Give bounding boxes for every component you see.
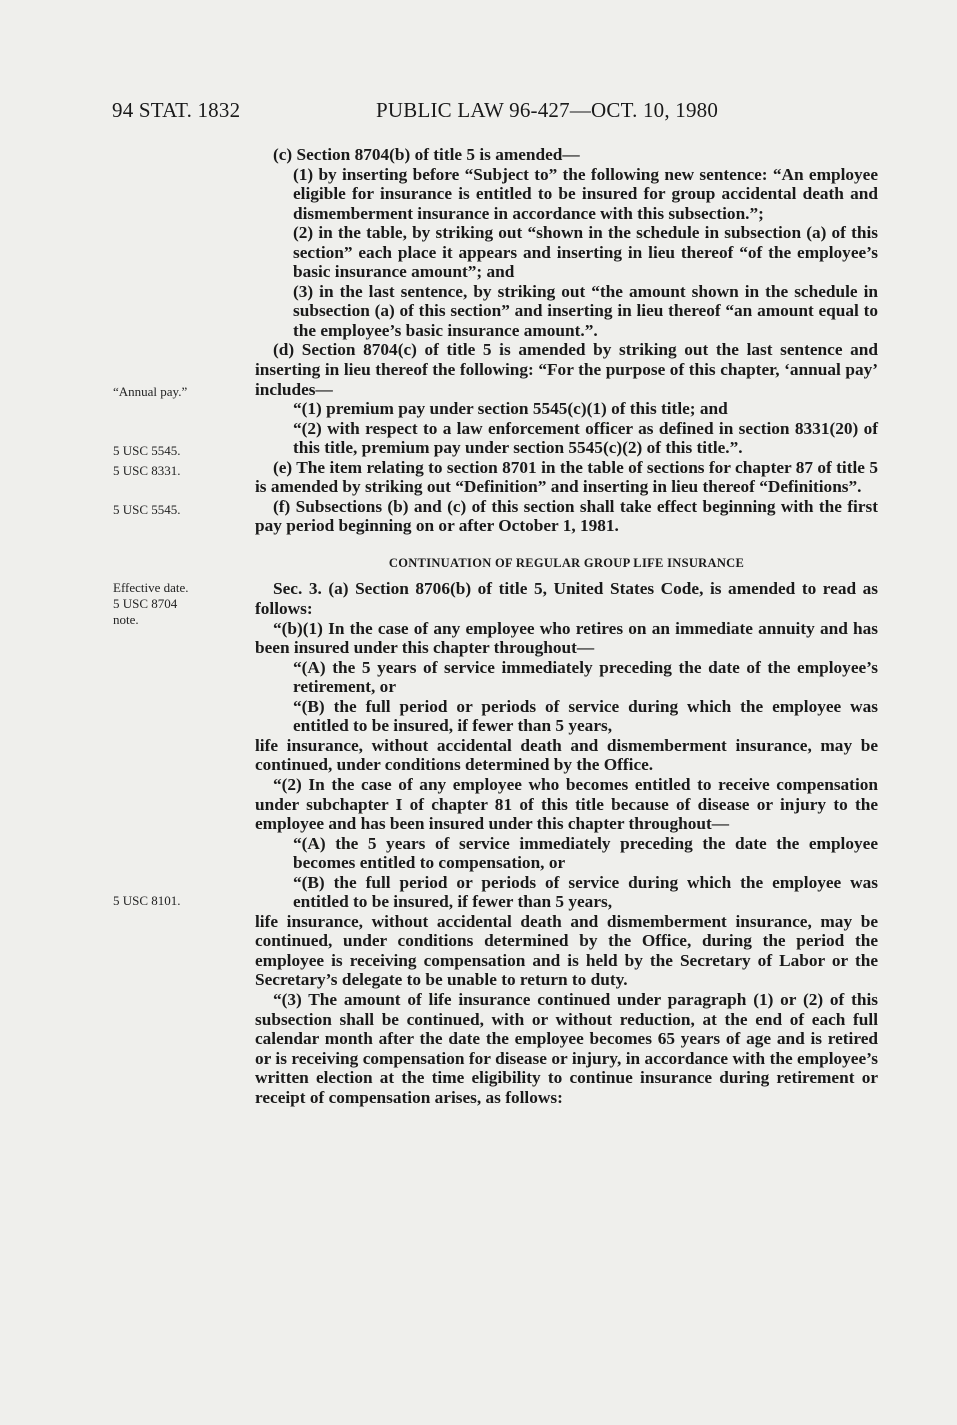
section-heading: CONTINUATION OF REGULAR GROUP LIFE INSURANCE xyxy=(388,555,745,570)
paragraph-c: (c) Section 8704(b) of title 5 is amended— xyxy=(273,145,580,164)
paragraph-f: (f) Subsections (b) and (c) of this section shall take effect beginning with the first pay period beginning on or after October 1, 1981. xyxy=(255,496,878,536)
body-text xyxy=(255,145,878,1107)
paragraph-c1: (1) by inserting before “Subject to” the following new sentence: “An employee eligible for insurance is entitled to be insured for group accidental death and dismemberment insurance in accordance with this subsection.”; xyxy=(293,164,878,223)
margin-note-5usc8704: 5 USC 8704 xyxy=(113,596,178,611)
paragraph-b2-tail: life insurance, without accidental death and dismemberment insurance, may be continued, under conditions determined by the Office, during the period the employee is receiving compensation and is held by the Secretary of Labor or the Secretary’s delegate to be unable to return to duty. xyxy=(255,911,878,990)
paragraph-b1: “(b)(1) In the case of any employee who retires on an immediate annuity and has been insured under this chapter throughout— xyxy=(255,618,878,658)
paragraph-c2: (2) in the table, by striking out “shown in the schedule in subsection (a) of this section” each place it appears and inserting in lieu thereof “of the employee’s basic insurance amount”; and xyxy=(293,223,878,282)
margin-note-5usc5545: 5 USC 5545. xyxy=(113,443,181,458)
paragraph-e: (e) The item relating to section 8701 in the table of sections for chapter 87 of title 5 is amended by striking out “Definition” and inserting in lieu thereof “Definitions”. xyxy=(255,457,878,497)
margin-note-note: note. xyxy=(113,612,139,627)
paragraph-b2: “(2) In the case of any employee who becomes entitled to receive compensation under subchapter I of chapter 81 of this title because of disease or injury to the employee and has been insured under this chapter throughout— xyxy=(255,774,878,834)
paragraph-b1b: “(B) the full period or periods of service during which the employee was entitled to be insured, if fewer than 5 years, xyxy=(293,696,878,736)
paragraph-b2b: “(B) the full period or periods of service during which the employee was entitled to be insured, if fewer than 5 years, xyxy=(293,872,878,912)
margin-note-5usc8101: 5 USC 8101. xyxy=(113,893,181,908)
paragraph-b3: “(3) The amount of life insurance continued under paragraph (1) or (2) of this subsection shall be continued, with or without reduction, at the end of each full calendar month after the date the employee becomes 65 years of age and is retired or is receiving compensation for disease or injury, in accordance with the employee’s written election at the time eligibility to continue insurance during retirement or receipt of compensation arises, as follows: xyxy=(255,989,878,1107)
public-law-reference: PUBLIC LAW 96-427—OCT. 10, 1980 xyxy=(376,98,719,122)
paragraph-b2a: “(A) the 5 years of service immediately preceding the date the employee becomes entitled to compensation, or xyxy=(293,833,878,873)
margin-note-5usc5545-b: 5 USC 5545. xyxy=(113,502,181,517)
paragraph-sec3a: Sec. 3. (a) Section 8706(b) of title 5, United States Code, is amended to read as follows: xyxy=(255,579,878,619)
statute-reference: 94 STAT. 1832 xyxy=(112,98,241,122)
paragraph-b1a: “(A) the 5 years of service immediately preceding the date of the employee’s retirement, or xyxy=(293,657,878,697)
paragraph-c3: (3) in the last sentence, by striking out “the amount shown in the schedule in subsection (a) of this section” and inserting in lieu thereof “an amount equal to the employee’s basic insurance amount.”. xyxy=(293,281,878,340)
margin-note-annual-pay: “Annual pay.” xyxy=(113,384,188,399)
paragraph-b1-tail: life insurance, without accidental death and dismemberment insurance, may be continued, under conditions determined by the Office. xyxy=(255,735,878,775)
paragraph-d2: “(2) with respect to a law enforcement officer as defined in section 8331(20) of this title, premium pay under section 5545(c)(2) of this title.”. xyxy=(293,418,878,458)
paragraph-d1: “(1) premium pay under section 5545(c)(1) of this title; and xyxy=(293,399,728,419)
margin-note-effective-date: Effective date. xyxy=(113,580,189,595)
margin-note-5usc8331: 5 USC 8331. xyxy=(113,463,181,478)
paragraph-d: (d) Section 8704(c) of title 5 is amended by striking out the last sentence and inserting in lieu thereof the following: “For the purpose of this chapter, ‘annual pay’ includes— xyxy=(255,340,878,399)
